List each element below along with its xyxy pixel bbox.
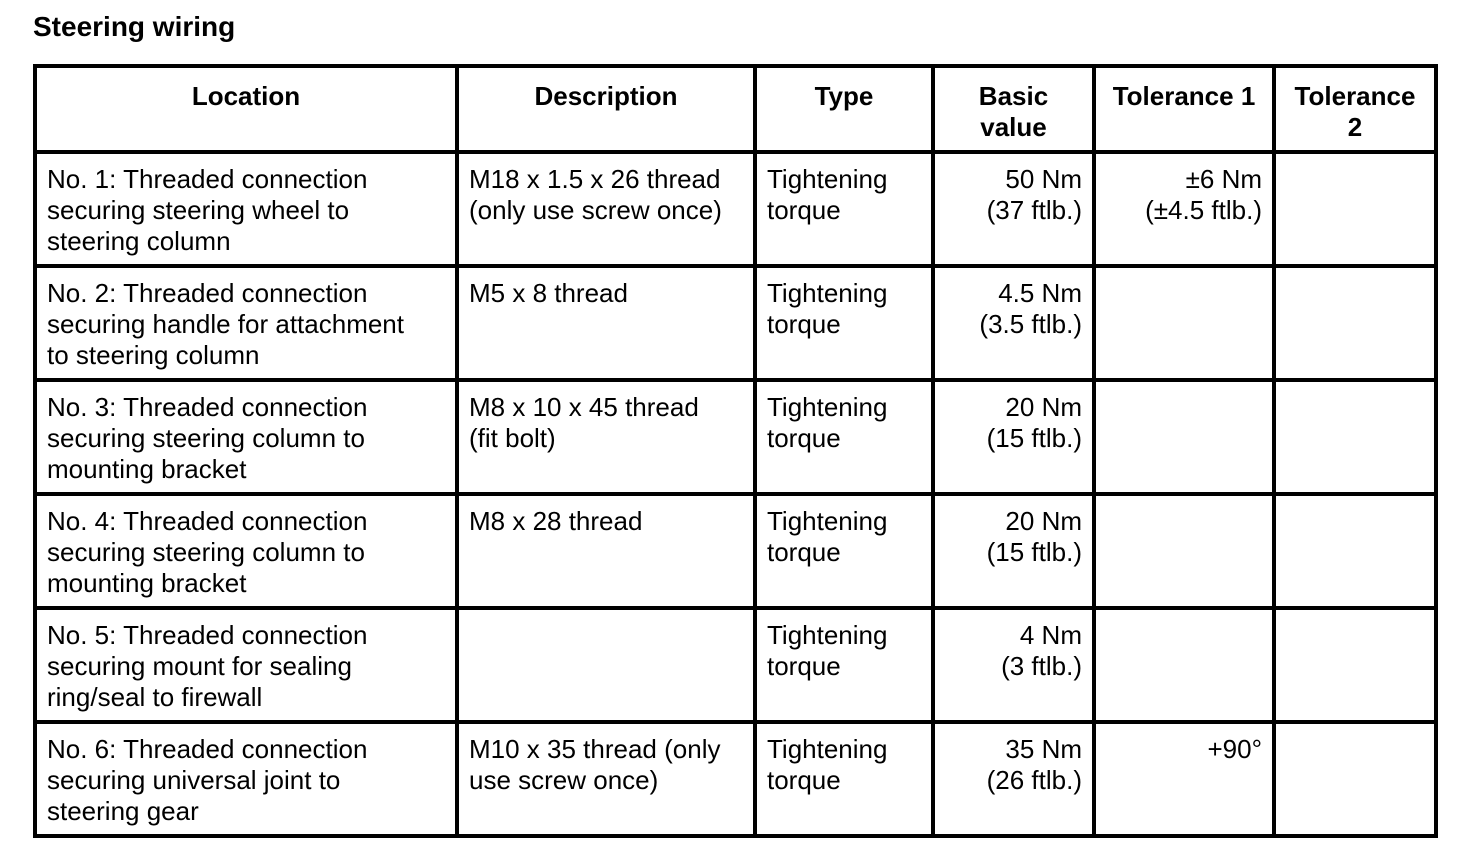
header-location: Location xyxy=(35,66,457,152)
cell-line: securing universal joint to xyxy=(47,765,341,795)
cell-basic-value xyxy=(933,722,1094,836)
cell-line: M10 x 35 thread (only xyxy=(469,734,721,764)
cell-line: +90° xyxy=(1207,734,1262,764)
cell-line: 4 Nm xyxy=(1019,620,1082,650)
cell-line: Tightening xyxy=(767,278,888,308)
cell-location xyxy=(35,608,457,722)
cell-type xyxy=(755,266,933,380)
cell-location xyxy=(35,380,457,494)
table-body xyxy=(35,152,1436,836)
cell-line: No. 5: Threaded connection xyxy=(47,620,368,650)
cell-line: steering gear xyxy=(47,796,199,826)
cell-line: securing mount for sealing xyxy=(47,651,352,681)
table-row xyxy=(35,494,1436,608)
cell-type xyxy=(755,608,933,722)
cell-line: Tightening xyxy=(767,620,888,650)
cell-line: 20 Nm xyxy=(1005,392,1082,422)
cell-line: securing steering wheel to xyxy=(47,195,350,225)
cell-description xyxy=(457,608,755,722)
cell-tolerance-1 xyxy=(1094,722,1274,836)
cell-line: torque xyxy=(767,423,841,453)
cell-line: No. 3: Threaded connection xyxy=(47,392,368,422)
table-row xyxy=(35,608,1436,722)
cell-line: (15 ftlb.) xyxy=(986,423,1082,453)
cell-description xyxy=(457,494,755,608)
cell-line: M8 x 10 x 45 thread xyxy=(469,392,699,422)
cell-basic-value xyxy=(933,608,1094,722)
cell-line: No. 4: Threaded connection xyxy=(47,506,368,536)
cell-line: (26 ftlb.) xyxy=(986,765,1082,795)
header-type: Type xyxy=(755,66,933,152)
cell-line: No. 1: Threaded connection xyxy=(47,164,368,194)
cell-line: (3.5 ftlb.) xyxy=(979,309,1082,339)
table-row xyxy=(35,380,1436,494)
cell-line: mounting bracket xyxy=(47,454,247,484)
cell-line: M18 x 1.5 x 26 thread xyxy=(469,164,721,194)
cell-tolerance-1 xyxy=(1094,494,1274,608)
table-row xyxy=(35,722,1436,836)
cell-line: (only use screw once) xyxy=(469,195,722,225)
cell-location xyxy=(35,152,457,266)
cell-description xyxy=(457,152,755,266)
cell-line: M8 x 28 thread xyxy=(469,506,643,536)
cell-type xyxy=(755,152,933,266)
cell-description xyxy=(457,266,755,380)
cell-line: 35 Nm xyxy=(1005,734,1082,764)
cell-line: ring/seal to firewall xyxy=(47,682,263,712)
document-title: Steering wiring xyxy=(33,11,236,42)
header-tolerance-1: Tolerance 1 xyxy=(1094,66,1274,152)
cell-type xyxy=(755,722,933,836)
cell-line: Tightening xyxy=(767,164,888,194)
cell-line: torque xyxy=(767,765,841,795)
cell-line: No. 6: Threaded connection xyxy=(47,734,368,764)
cell-basic-value xyxy=(933,494,1094,608)
cell-basic-value xyxy=(933,380,1094,494)
cell-tolerance-1 xyxy=(1094,380,1274,494)
cell-line: 20 Nm xyxy=(1005,506,1082,536)
cell-line: M5 x 8 thread xyxy=(469,278,628,308)
table-row xyxy=(35,152,1436,266)
cell-tolerance-2 xyxy=(1274,494,1436,608)
cell-line: (3 ftlb.) xyxy=(1001,651,1082,681)
torque-spec-table xyxy=(33,64,1438,838)
cell-tolerance-2 xyxy=(1274,380,1436,494)
cell-line: torque xyxy=(767,195,841,225)
cell-tolerance-2 xyxy=(1274,266,1436,380)
cell-basic-value xyxy=(933,266,1094,380)
cell-line: mounting bracket xyxy=(47,568,247,598)
cell-line: securing steering column to xyxy=(47,423,365,453)
cell-line: (fit bolt) xyxy=(469,423,556,453)
cell-tolerance-1 xyxy=(1094,608,1274,722)
cell-line: Tightening xyxy=(767,506,888,536)
cell-type xyxy=(755,380,933,494)
cell-tolerance-2 xyxy=(1274,608,1436,722)
cell-line: ±6 Nm xyxy=(1185,164,1262,194)
cell-tolerance-1 xyxy=(1094,266,1274,380)
cell-line: securing handle for attachment xyxy=(47,309,404,339)
cell-line: torque xyxy=(767,309,841,339)
cell-line: No. 2: Threaded connection xyxy=(47,278,368,308)
cell-line: securing steering column to xyxy=(47,537,365,567)
cell-type xyxy=(755,494,933,608)
cell-line: 4.5 Nm xyxy=(998,278,1082,308)
cell-line: torque xyxy=(767,537,841,567)
cell-tolerance-2 xyxy=(1274,152,1436,266)
cell-line: to steering column xyxy=(47,340,260,370)
table-row xyxy=(35,266,1436,380)
cell-line: Tightening xyxy=(767,734,888,764)
cell-location xyxy=(35,266,457,380)
header-description: Description xyxy=(457,66,755,152)
cell-line: (±4.5 ftlb.) xyxy=(1145,195,1262,225)
cell-tolerance-2 xyxy=(1274,722,1436,836)
cell-line: steering column xyxy=(47,226,231,256)
cell-tolerance-1 xyxy=(1094,152,1274,266)
table-header-row xyxy=(35,66,1436,152)
cell-location xyxy=(35,494,457,608)
cell-line: 50 Nm xyxy=(1005,164,1082,194)
header-basic-value: Basic value xyxy=(933,66,1094,152)
cell-location xyxy=(35,722,457,836)
cell-line: use screw once) xyxy=(469,765,659,795)
cell-line: (37 ftlb.) xyxy=(986,195,1082,225)
cell-description xyxy=(457,722,755,836)
header-tolerance-2: Tolerance 2 xyxy=(1274,66,1436,152)
cell-line: torque xyxy=(767,651,841,681)
cell-description xyxy=(457,380,755,494)
cell-line: Tightening xyxy=(767,392,888,422)
cell-basic-value xyxy=(933,152,1094,266)
cell-line: (15 ftlb.) xyxy=(986,537,1082,567)
